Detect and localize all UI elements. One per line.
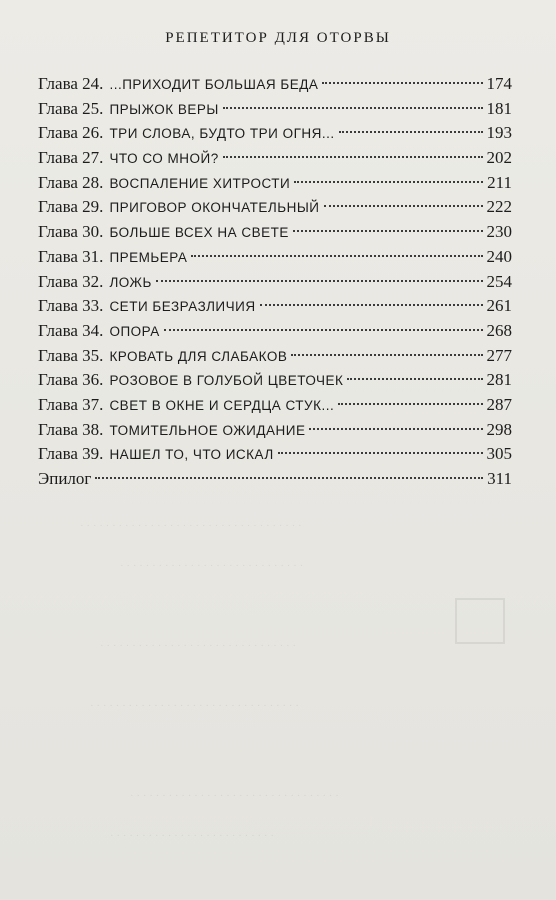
chapter-number: Глава 35.	[38, 345, 104, 365]
toc-entry	[38, 220, 512, 245]
dot-leader	[164, 329, 483, 331]
dot-leader	[223, 107, 483, 109]
chapter-number: Глава 32.	[38, 271, 104, 291]
chapter-number: Глава 34.	[38, 320, 104, 340]
chapter-title: СВЕТ В ОКНЕ И СЕРДЦА СТУК...	[109, 397, 335, 413]
show-through-text: · · · · · · · · · · · · · · · · · · · · · · · · · · · · · · ·	[100, 640, 297, 652]
chapter-number: Глава 26.	[38, 123, 104, 143]
page-number: 305	[486, 444, 512, 464]
toc-entry	[38, 467, 512, 492]
dot-leader	[156, 280, 483, 282]
dot-leader	[95, 477, 483, 479]
page-number: 193	[486, 123, 512, 143]
chapter-title: СЕТИ БЕЗРАЗЛИЧИЯ	[109, 299, 256, 315]
chapter-number: Глава 36.	[38, 370, 104, 390]
toc-entry	[38, 97, 512, 122]
chapter-number: Глава 39.	[38, 444, 104, 464]
dot-leader	[338, 403, 482, 405]
dot-leader	[347, 378, 482, 380]
dot-leader	[293, 230, 483, 232]
chapter-number: Глава 24.	[38, 74, 104, 93]
dot-leader	[322, 82, 482, 84]
page-number: 281	[486, 370, 512, 390]
chapter-title: ПРЫЖОК ВЕРЫ	[109, 101, 219, 117]
chapter-title: ...ПРИХОДИТ БОЛЬШАЯ БЕДА	[109, 77, 319, 92]
toc-entry	[38, 146, 512, 171]
page-number: 287	[486, 394, 512, 414]
chapter-number: Глава 28.	[38, 172, 104, 192]
toc-entry	[38, 72, 512, 97]
page-number: 261	[486, 296, 512, 316]
chapter-number: Глава 38.	[38, 419, 104, 439]
toc-entry	[38, 270, 512, 295]
chapter-title: ПРЕМЬЕРА	[109, 249, 188, 265]
toc-entry	[38, 195, 512, 220]
page-number: 277	[486, 345, 512, 365]
page-number: 174	[486, 74, 512, 93]
table-of-contents	[38, 72, 512, 492]
page-number: 222	[486, 197, 512, 217]
chapter-title: РОЗОВОЕ В ГОЛУБОЙ ЦВЕТОЧЕК	[109, 373, 344, 389]
toc-entry	[38, 319, 512, 344]
page-number: 311	[487, 469, 512, 488]
dot-leader	[278, 452, 483, 454]
chapter-number: Глава 31.	[38, 246, 104, 266]
page-number: 211	[487, 172, 512, 192]
show-through-text: · · · · · · · · · · · · · · · · · · · · · · · · · · · · · · · · ·	[130, 790, 339, 802]
page-number: 202	[486, 148, 512, 168]
chapter-title: ТРИ СЛОВА, БУДТО ТРИ ОГНЯ...	[109, 126, 335, 142]
dot-leader	[324, 205, 483, 207]
toc-entry	[38, 344, 512, 369]
chapter-number: Глава 29.	[38, 197, 104, 217]
chapter-number: Глава 25.	[38, 98, 104, 118]
toc-entry	[38, 442, 512, 467]
chapter-title: ТОМИТЕЛЬНОЕ ОЖИДАНИЕ	[109, 422, 306, 438]
show-through-text: · · · · · · · · · · · · · · · · · · · · · · · · · · · · · · · · · · ·	[80, 520, 302, 532]
dot-leader	[191, 255, 482, 257]
toc-entry	[38, 294, 512, 319]
dot-leader	[339, 131, 483, 133]
show-through-text: · · · · · · · · · · · · · · · · · · · · · · · · · · · · · · · · ·	[90, 700, 299, 712]
chapter-title: КРОВАТЬ ДЛЯ СЛАБАКОВ	[109, 348, 288, 364]
chapter-number: Глава 33.	[38, 296, 104, 316]
page-number: 181	[486, 98, 512, 118]
dot-leader	[291, 354, 482, 356]
chapter-title: ЛОЖЬ	[109, 274, 152, 290]
page-number: 298	[486, 419, 512, 439]
chapter-title: БОЛЬШЕ ВСЕХ НА СВЕТЕ	[109, 225, 289, 241]
chapter-number: Глава 27.	[38, 148, 104, 168]
page-number: 240	[486, 246, 512, 266]
toc-entry	[38, 171, 512, 196]
dot-leader	[260, 304, 483, 306]
toc-entry	[38, 245, 512, 270]
chapter-title: НАШЕЛ ТО, ЧТО ИСКАЛ	[109, 447, 274, 463]
page-number: 254	[486, 271, 512, 291]
toc-entry	[38, 418, 512, 443]
dot-leader	[223, 156, 483, 158]
page-number: 268	[486, 320, 512, 340]
chapter-title: ПРИГОВОР ОКОНЧАТЕЛЬНЫЙ	[109, 200, 320, 216]
show-through-age-badge	[455, 598, 505, 644]
chapter-title: ОПОРА	[109, 323, 160, 339]
toc-entry	[38, 368, 512, 393]
chapter-title: ВОСПАЛЕНИЕ ХИТРОСТИ	[109, 175, 291, 191]
dot-leader	[294, 181, 483, 183]
dot-leader	[309, 428, 482, 430]
chapter-number: Глава 30.	[38, 222, 104, 242]
chapter-title: ЧТО СО МНОЙ?	[109, 151, 219, 167]
running-head: РЕПЕТИТОР ДЛЯ ОТОРВЫ	[165, 30, 391, 46]
chapter-number: Глава 37.	[38, 394, 104, 414]
chapter-title: Эпилог	[38, 469, 92, 488]
show-through-text: · · · · · · · · · · · · · · · · · · · · · · · · · · · · ·	[120, 560, 304, 572]
toc-entry	[38, 121, 512, 146]
toc-entry	[38, 393, 512, 418]
show-through-text: · · · · · · · · · · · · · · · · · · · · · · · · · ·	[110, 830, 274, 842]
page-number: 230	[486, 222, 512, 242]
